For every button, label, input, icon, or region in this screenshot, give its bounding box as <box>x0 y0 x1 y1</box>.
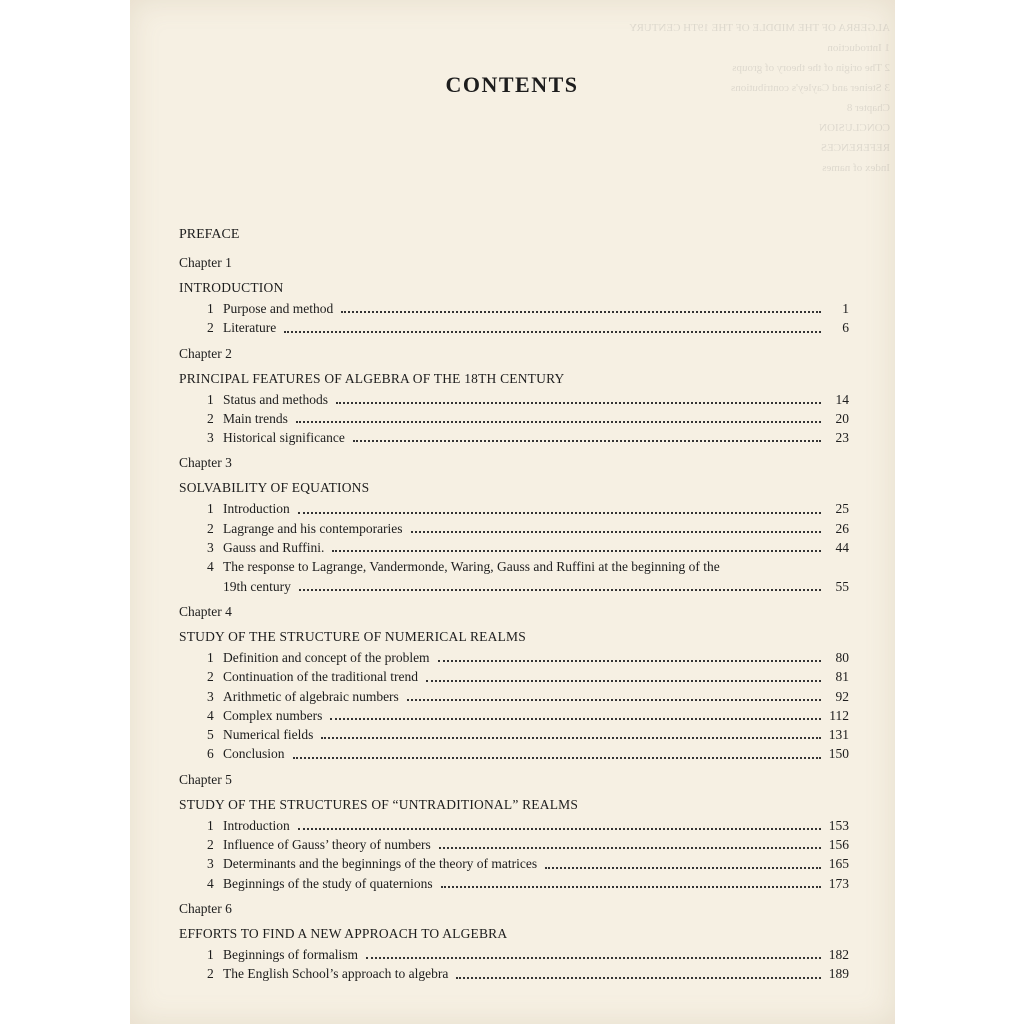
dot-leader <box>353 440 821 442</box>
dot-leader <box>438 660 821 662</box>
dot-leader <box>411 531 821 533</box>
table-of-contents <box>179 253 849 990</box>
toc-entry <box>179 557 849 596</box>
section-title: The English School’s approach to algebra <box>223 966 449 982</box>
dot-leader <box>332 550 821 552</box>
page-number: 92 <box>835 688 849 704</box>
section-title: Complex numbers <box>223 707 323 723</box>
section-number: 3 <box>207 430 214 446</box>
section-title: Definition and concept of the problem <box>223 649 430 665</box>
chapter-label: Chapter 1 <box>179 255 232 270</box>
section-title: Main trends <box>223 410 288 426</box>
section-title: Literature <box>223 320 277 336</box>
section-title: Arithmetic of algebraic numbers <box>223 688 399 704</box>
page-number: 189 <box>828 966 849 982</box>
toc-entry <box>179 964 849 983</box>
dot-leader <box>299 589 821 591</box>
section-number: 1 <box>207 391 214 407</box>
section-number: 1 <box>207 817 214 833</box>
section-title: Conclusion <box>223 746 285 762</box>
toc-entry <box>179 945 849 964</box>
section-title: Continuation of the traditional trend <box>223 669 418 685</box>
dot-leader <box>426 680 821 682</box>
chapter-title: SOLVABILITY OF EQUATIONS <box>179 480 370 496</box>
section-title: Determinants and the beginnings of the theory of matrices <box>223 856 538 872</box>
page-number: 80 <box>835 649 849 665</box>
chapter-5 <box>179 770 849 893</box>
toc-entry <box>179 318 849 337</box>
chapter-title: EFFORTS TO FIND A NEW APPROACH TO ALGEBRA <box>179 925 508 941</box>
page-number: 1 <box>842 301 849 316</box>
section-number: 1 <box>207 301 214 316</box>
toc-entry <box>179 428 849 447</box>
section-title: Gauss and Ruffini. <box>223 540 325 556</box>
section-number: 1 <box>207 649 214 665</box>
section-number: 1 <box>207 501 214 517</box>
page-number: 55 <box>835 578 849 594</box>
section-number: 2 <box>207 669 214 685</box>
section-number: 2 <box>207 966 214 982</box>
section-number: 5 <box>207 727 214 743</box>
dot-leader <box>336 402 821 404</box>
chapter-title: INTRODUCTION <box>179 280 284 295</box>
toc-entry <box>179 519 849 538</box>
chapter-title: STUDY OF THE STRUCTURES OF “UNTRADITIONAL” REALMS <box>179 796 579 812</box>
section-title: Status and methods <box>223 391 328 407</box>
toc-entry <box>179 390 849 409</box>
section-title: Influence of Gauss’ theory of numbers <box>223 837 431 853</box>
chapter-label: Chapter 4 <box>179 603 232 619</box>
section-number: 2 <box>207 837 214 853</box>
page-number: 182 <box>828 946 849 962</box>
page-number: 153 <box>828 817 849 833</box>
chapter-4 <box>179 602 849 764</box>
dot-leader <box>456 977 820 979</box>
section-number: 3 <box>207 540 214 556</box>
section-title: Lagrange and his contemporaries <box>223 520 403 536</box>
section-title: The response to Lagrange, Vandermonde, Waring, Gauss and Ruffini at the beginning of the <box>223 559 720 575</box>
section-number: 2 <box>207 320 214 336</box>
toc-entry <box>179 648 849 667</box>
toc-entry <box>179 816 849 835</box>
chapter-2 <box>179 344 849 448</box>
page-number: 20 <box>835 410 849 426</box>
toc-entry <box>179 874 849 893</box>
section-number: 3 <box>207 856 214 872</box>
page-number: 25 <box>835 501 849 517</box>
toc-entry <box>179 835 849 854</box>
dot-leader <box>298 512 821 514</box>
chapter-1 <box>179 253 849 338</box>
dot-leader <box>545 867 821 869</box>
page-number: 44 <box>835 540 849 556</box>
section-number: 3 <box>207 688 214 704</box>
dot-leader <box>341 311 821 313</box>
chapter-title: STUDY OF THE STRUCTURE OF NUMERICAL REALMS <box>179 628 526 644</box>
chapter-label: Chapter 5 <box>179 771 232 787</box>
section-number: 4 <box>207 707 214 723</box>
page-number: 23 <box>835 430 849 446</box>
dot-leader <box>439 847 821 849</box>
dot-leader <box>441 886 821 888</box>
toc-entry <box>179 854 849 873</box>
section-number: 2 <box>207 520 214 536</box>
dot-leader <box>321 737 820 739</box>
bleed-through-text: ALGEBRA OF THE MIDDLE OF THE 19TH CENTURY 1 Introduction 2 The origin of the theory of groups 3 Steiner and Cayley's contributions Chapter 8 CONCLUSION REFERENCES Index of names <box>629 22 890 174</box>
chapter-3 <box>179 453 849 595</box>
page-number: 173 <box>828 875 849 891</box>
page-number: 150 <box>828 746 849 762</box>
page-number: 6 <box>842 320 849 336</box>
toc-entry <box>179 725 849 744</box>
section-title: Historical significance <box>223 430 345 446</box>
toc-entry <box>179 706 849 725</box>
dot-leader <box>330 718 821 720</box>
page-number: 26 <box>835 520 849 536</box>
section-title: Numerical fields <box>223 727 314 743</box>
page-number: 81 <box>835 669 849 685</box>
dot-leader <box>293 757 821 759</box>
dot-leader <box>366 957 821 959</box>
chapter-label: Chapter 3 <box>179 455 232 471</box>
section-title: Introduction <box>223 817 290 833</box>
page-number: 112 <box>829 707 849 723</box>
toc-entry <box>179 667 849 686</box>
preface-heading: PREFACE <box>179 227 240 242</box>
toc-entry <box>179 744 849 763</box>
chapter-title: PRINCIPAL FEATURES OF ALGEBRA OF THE 18TH CENTURY <box>179 370 565 386</box>
section-title-continued: 19th century <box>223 578 291 594</box>
dot-leader <box>407 699 821 701</box>
page-number: 131 <box>828 727 849 743</box>
chapter-6 <box>179 899 849 984</box>
chapter-label: Chapter 6 <box>179 900 232 916</box>
section-number: 2 <box>207 410 214 426</box>
toc-entry <box>179 409 849 428</box>
dot-leader <box>284 331 821 333</box>
section-number: 6 <box>207 746 214 762</box>
dot-leader <box>298 828 821 830</box>
page-number: 165 <box>828 856 849 872</box>
toc-entry <box>179 499 849 518</box>
section-title: Beginnings of formalism <box>223 946 358 962</box>
toc-entry <box>179 299 849 318</box>
toc-entry <box>179 687 849 706</box>
section-title: Introduction <box>223 501 290 517</box>
page-number: 156 <box>828 837 849 853</box>
section-number: 1 <box>207 946 214 962</box>
chapter-label: Chapter 2 <box>179 345 232 361</box>
page-title: CONTENTS <box>445 72 579 97</box>
section-number: 4 <box>207 875 214 891</box>
section-title: Purpose and method <box>223 301 334 316</box>
dot-leader <box>296 421 821 423</box>
section-title: Beginnings of the study of quaternions <box>223 875 433 891</box>
page-number: 14 <box>835 391 849 407</box>
section-number: 4 <box>207 559 214 575</box>
toc-entry <box>179 538 849 557</box>
